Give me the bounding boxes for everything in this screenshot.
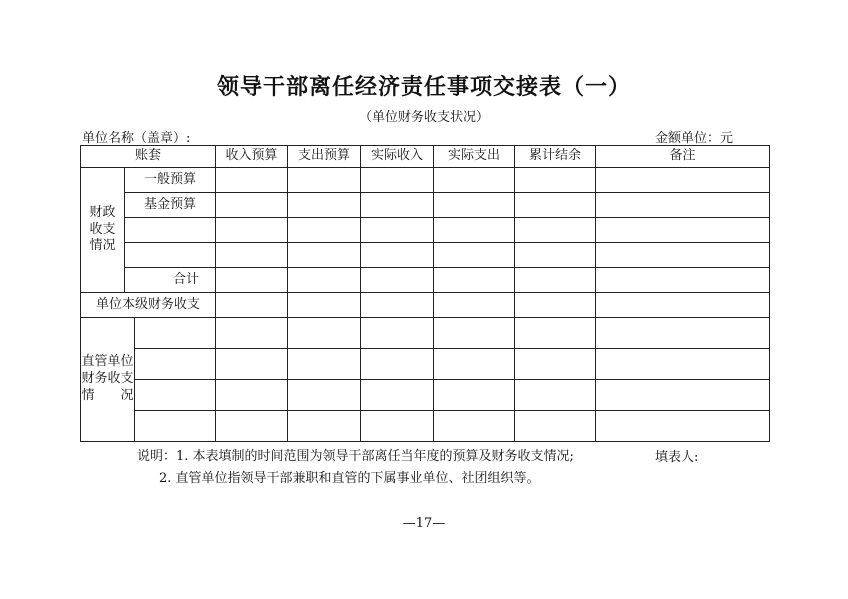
- table-row: [81, 293, 770, 318]
- fiscal-group-label: 财政 收支 情况: [81, 168, 125, 293]
- note-line-2: 2. 直管单位指领导干部兼职和直管的下属事业单位、社团组织等。: [159, 471, 540, 486]
- table-row: [81, 168, 770, 193]
- table-row: [81, 380, 770, 411]
- page-number: —17—: [402, 516, 446, 531]
- row-label-own-unit: 单位本级财务收支: [81, 293, 216, 318]
- header-expense-budget: 支出预算: [288, 146, 361, 168]
- handover-table: [80, 145, 770, 442]
- table-row: [81, 218, 770, 243]
- notes: [137, 446, 574, 490]
- header-income-budget: 收入预算: [216, 146, 288, 168]
- table-row: [81, 268, 770, 293]
- table-row: [81, 349, 770, 380]
- header-cumulative-balance: 累计结余: [515, 146, 596, 168]
- document-subtitle: （单位财务收支状况）: [358, 110, 489, 125]
- table-row: [81, 318, 770, 349]
- header-account: 账套: [81, 146, 216, 168]
- row-label-fund-budget: 基金预算: [125, 193, 216, 218]
- header-remarks: 备注: [596, 146, 770, 168]
- unit-name-label: 单位名称（盖章）:: [82, 131, 191, 146]
- header-actual-income: 实际收入: [361, 146, 434, 168]
- direct-group-label: 直管单位 财务收支 情 况: [81, 318, 135, 442]
- table-header-row: [81, 146, 770, 168]
- row-label-general-budget: 一般预算: [125, 168, 216, 193]
- filler-label: 填表人:: [655, 450, 699, 465]
- amount-unit-label: 金额单位：元: [655, 131, 734, 146]
- table-row: [81, 193, 770, 218]
- header-actual-expense: 实际支出: [434, 146, 515, 168]
- row-label-total: 合计: [125, 268, 216, 293]
- table-row: [81, 411, 770, 442]
- table-row: [81, 243, 770, 268]
- document-title: 领导干部离任经济责任事项交接表（一）: [216, 74, 631, 100]
- note-line-1: 说明：1. 本表填制的时间范围为领导干部离任当年度的预算及财务收支情况;: [137, 449, 574, 464]
